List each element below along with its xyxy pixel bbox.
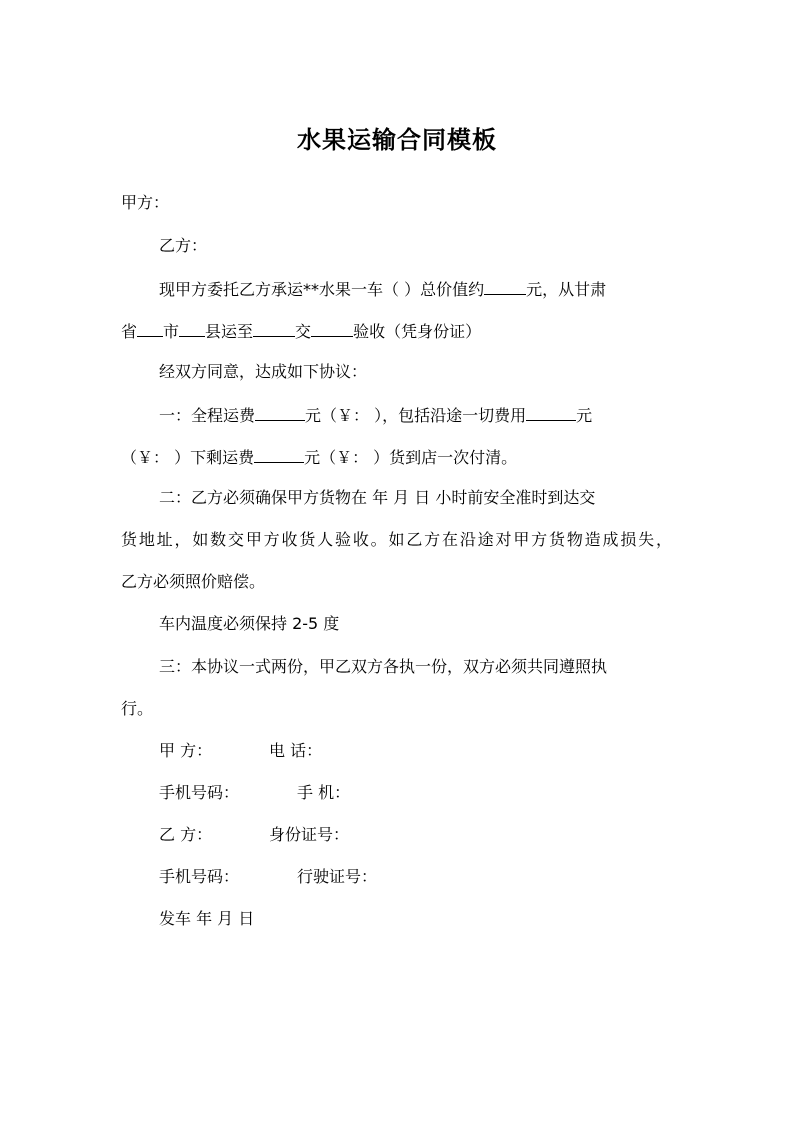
signature-row-2 bbox=[159, 783, 350, 803]
mobile-number-label-1: 手机号码： bbox=[159, 783, 240, 802]
intro-text-6: 交 bbox=[295, 322, 312, 341]
intro-text-3: 省 bbox=[121, 322, 138, 341]
intro-line-1 bbox=[159, 278, 606, 300]
document-title: 水果运输合同模板 bbox=[297, 126, 497, 154]
intro-text-5: 县运至 bbox=[205, 322, 254, 341]
temperature-requirement: 车内温度必须保持 2-5 度 bbox=[159, 614, 340, 633]
clause-1-line-1 bbox=[159, 404, 592, 426]
city-blank[interactable] bbox=[137, 320, 163, 337]
clause-3-line-2: 行。 bbox=[121, 699, 154, 718]
remaining-freight-blank[interactable] bbox=[254, 446, 304, 463]
intro-text-2: 元，从甘肃 bbox=[526, 280, 607, 299]
id-number-label: 身份证号： bbox=[269, 825, 350, 844]
intro-text-7: 验收（凭身份证） bbox=[353, 322, 482, 341]
signature-row-1 bbox=[159, 741, 322, 761]
phone-label: 电 话： bbox=[269, 741, 323, 760]
party-a-header: 甲方： bbox=[121, 193, 170, 212]
total-value-blank[interactable] bbox=[484, 278, 526, 295]
party-b-signature-label: 乙 方： bbox=[159, 825, 213, 844]
clause-1-text-c: 元 bbox=[576, 406, 593, 425]
party-b-header: 乙方： bbox=[159, 236, 208, 255]
driver-license-label: 行驶证号： bbox=[297, 867, 378, 886]
intro-text-4: 市 bbox=[163, 322, 180, 341]
total-freight-blank[interactable] bbox=[255, 404, 305, 421]
clause-1-text-a: 一：全程运费 bbox=[159, 406, 256, 425]
clause-2-line-1: 二：乙方必须确保甲方货物在 年 月 日 小时前安全准时到达交 bbox=[159, 488, 596, 507]
clause-1-text-d: （￥： ）下剩运费 bbox=[121, 448, 255, 467]
clause-2-line-2: 货地址，如数交甲方收货人验收。如乙方在沿途对甲方货物造成损失， bbox=[121, 530, 672, 549]
total-fees-blank[interactable] bbox=[526, 404, 576, 421]
clause-1-line-2 bbox=[121, 446, 517, 468]
destination-blank[interactable] bbox=[253, 320, 295, 337]
agreement-intro: 经双方同意，达成如下协议： bbox=[159, 362, 368, 381]
party-a-signature-label: 甲 方： bbox=[159, 741, 213, 760]
intro-text-1: 现甲方委托乙方承运**水果一车（ ）总价值约 bbox=[159, 280, 485, 299]
clause-1-text-b: 元（￥： ），包括沿途一切费用 bbox=[305, 406, 527, 425]
clause-2-line-3: 乙方必须照价赔偿。 bbox=[121, 572, 266, 591]
intro-line-2 bbox=[121, 320, 481, 342]
cellphone-label: 手 机： bbox=[297, 783, 351, 802]
clause-3-line-1: 三：本协议一式两份，甲乙双方各执一份，双方必须共同遵照执 bbox=[159, 657, 608, 676]
receiver-blank[interactable] bbox=[311, 320, 353, 337]
county-blank[interactable] bbox=[179, 320, 205, 337]
mobile-number-label-2: 手机号码： bbox=[159, 867, 240, 886]
departure-date: 发车 年 月 日 bbox=[159, 909, 255, 928]
signature-row-4 bbox=[159, 867, 377, 887]
clause-1-text-e: 元（￥： ）货到店一次付清。 bbox=[304, 448, 518, 467]
signature-row-3 bbox=[159, 825, 349, 845]
